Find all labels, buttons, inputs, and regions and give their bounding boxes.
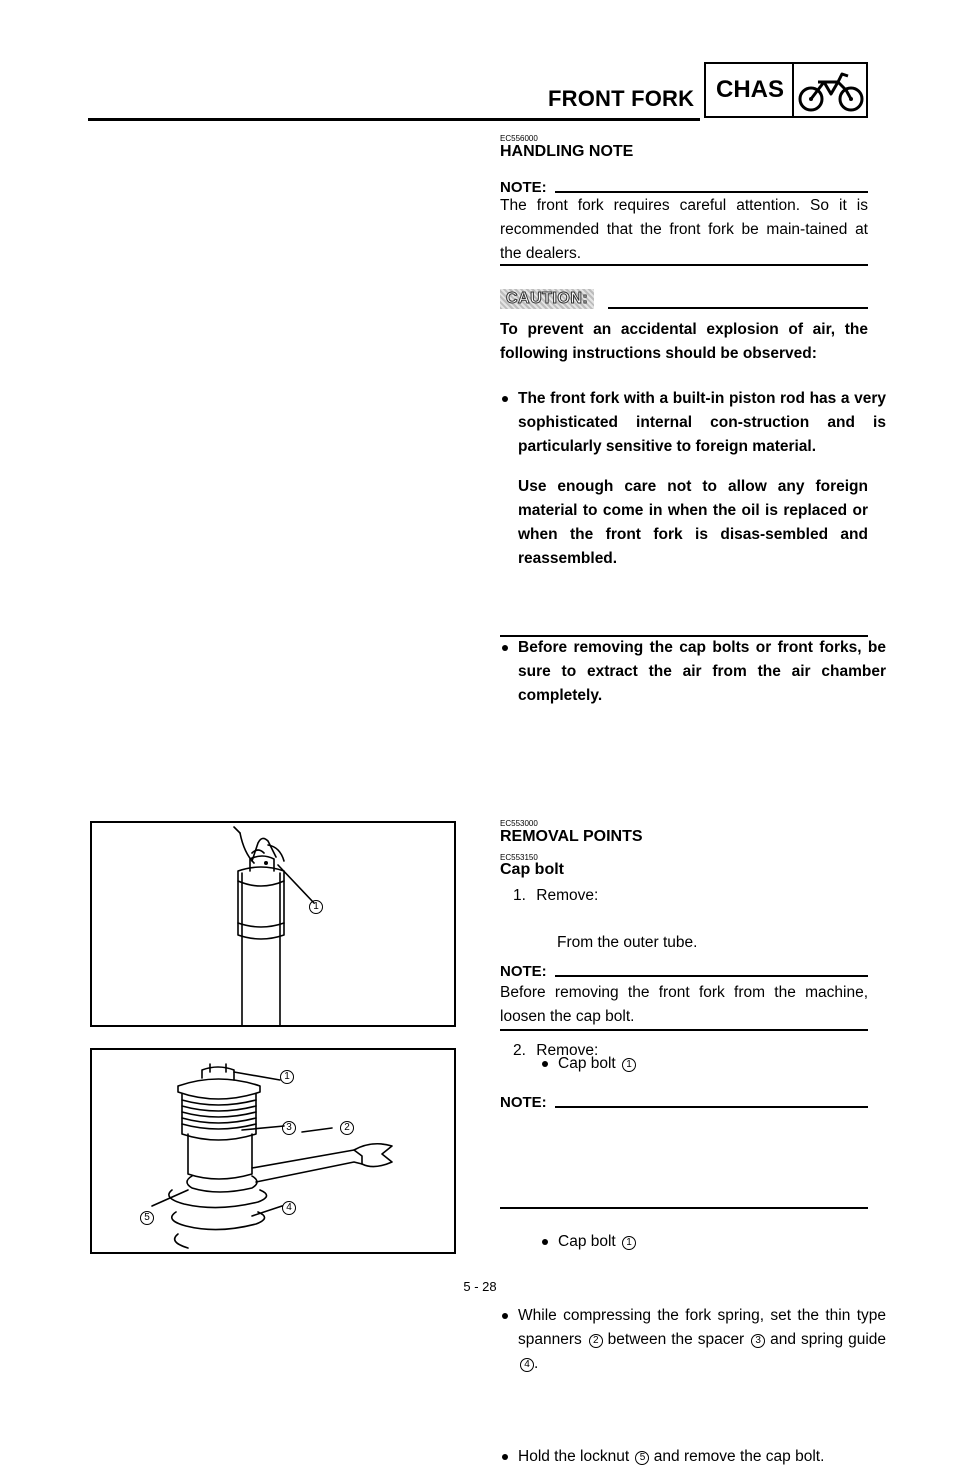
removal-note-2-bullet [500,1445,886,1469]
callout-5 [140,1208,154,1226]
bullet-dot [502,1313,508,1319]
step-item-text: Cap bolt [558,1055,616,1072]
callout-ref: 1 [622,1236,636,1250]
handling-heading: HANDLING NOTE [500,143,634,160]
caution-bullet-continuation: Use enough care not to allow any foreign material to come in when the oil is replaced or when the front fork is disas-sembled and reassembled. [518,478,868,567]
handling-code: EC556000 [500,134,538,143]
motorcycle-icon [798,70,864,114]
callout-3 [282,1118,296,1136]
section-tag: CHAS [716,76,785,103]
caution-label: CAUTION: [500,289,594,309]
note-label: NOTE: [500,1094,547,1111]
section-tag-box [704,62,868,118]
page-title: FRONT FORK [548,86,695,111]
callout-1 [280,1067,294,1085]
step-number: 2. [513,1042,526,1059]
step-2 [513,1039,598,1063]
callout-number: 1 [309,900,323,914]
cap-bolt-code: EC553150 [500,853,538,862]
removal-code: EC553000 [500,819,538,828]
caution-bullet-text: The front fork with a built-in piston rod has a very sophisticated internal con-struction and is particularly sensitive to foreign material. [518,390,886,455]
note-end-rule [500,264,868,266]
note-text: between the spacer [607,1331,745,1348]
note-end-rule [500,1207,868,1209]
callout-number: 1 [280,1070,294,1084]
caution-bullet-text: Before removing the cap bolts or front forks, be sure to extract the air from the air chamber completely. [518,639,886,704]
removal-heading: REMOVAL POINTS [500,828,643,845]
callout-number: 5 [140,1211,154,1225]
removal-note-2-header [500,1094,868,1111]
callout-4 [282,1198,296,1216]
bullet-dot [502,645,508,651]
note-text: . [534,1355,539,1372]
step-label: Remove: [536,887,599,904]
caution-bullet [500,636,886,708]
page-number: 5 - 28 [463,1279,497,1294]
figure-cap-bolt-removal [90,1048,456,1254]
note-label: NOTE: [500,179,547,196]
caution-end-rule [500,635,868,637]
step-1 [513,884,598,908]
note-line [555,1106,868,1108]
step-item-text: Cap bolt [558,1233,616,1250]
note-end-rule [500,1029,868,1031]
callout-number: 3 [282,1121,296,1135]
note-text: Hold the locknut [518,1448,630,1465]
step-2-item [540,1230,960,1254]
note-label: NOTE: [500,963,547,980]
callout-1 [309,897,323,915]
step-number: 1. [513,887,526,904]
removal-note-1-header [500,963,868,980]
section-tag-divider [792,64,794,116]
step-label: Remove: [536,1042,599,1059]
callout-ref: 5 [635,1451,649,1465]
caution-bullet [500,387,886,459]
step-1-item [540,1052,960,1076]
caution-line [608,307,868,309]
callout-ref: 1 [622,1058,636,1072]
removal-note-1-text: Before removing the front fork from the machine, loosen the cap bolt. [500,984,868,1025]
caution-intro: To prevent an accidental explosion of air, the following instructions should be observed: [500,321,868,362]
step-1-detail: From the outer tube. [557,934,698,951]
cap-bolt-heading: Cap bolt [500,861,564,878]
handling-note-text: The front fork requires careful attention. So it is recommended that the front fork be main-tained at the dealers. [500,197,868,262]
figure-cap-bolt-on-fork [90,821,456,1027]
note-text: and remove the cap bolt. [653,1448,825,1465]
callout-ref: 3 [751,1334,765,1348]
header-rule [88,118,700,121]
note-line [555,975,868,977]
callout-2 [340,1118,354,1136]
caution-header [500,289,868,309]
callout-ref: 4 [520,1358,534,1372]
bullet-dot [542,1239,548,1245]
note-text: and spring guide [770,1331,887,1348]
callout-ref: 2 [589,1334,603,1348]
bullet-dot [502,1454,508,1460]
removal-note-2-bullet [500,1304,886,1376]
callout-number: 4 [282,1201,296,1215]
fork-illustration [92,823,454,1025]
note-text: While compressing the fork spring, set the thin type spanners [518,1307,886,1348]
bullet-dot [502,396,508,402]
note-line [555,191,868,193]
callout-number: 2 [340,1121,354,1135]
